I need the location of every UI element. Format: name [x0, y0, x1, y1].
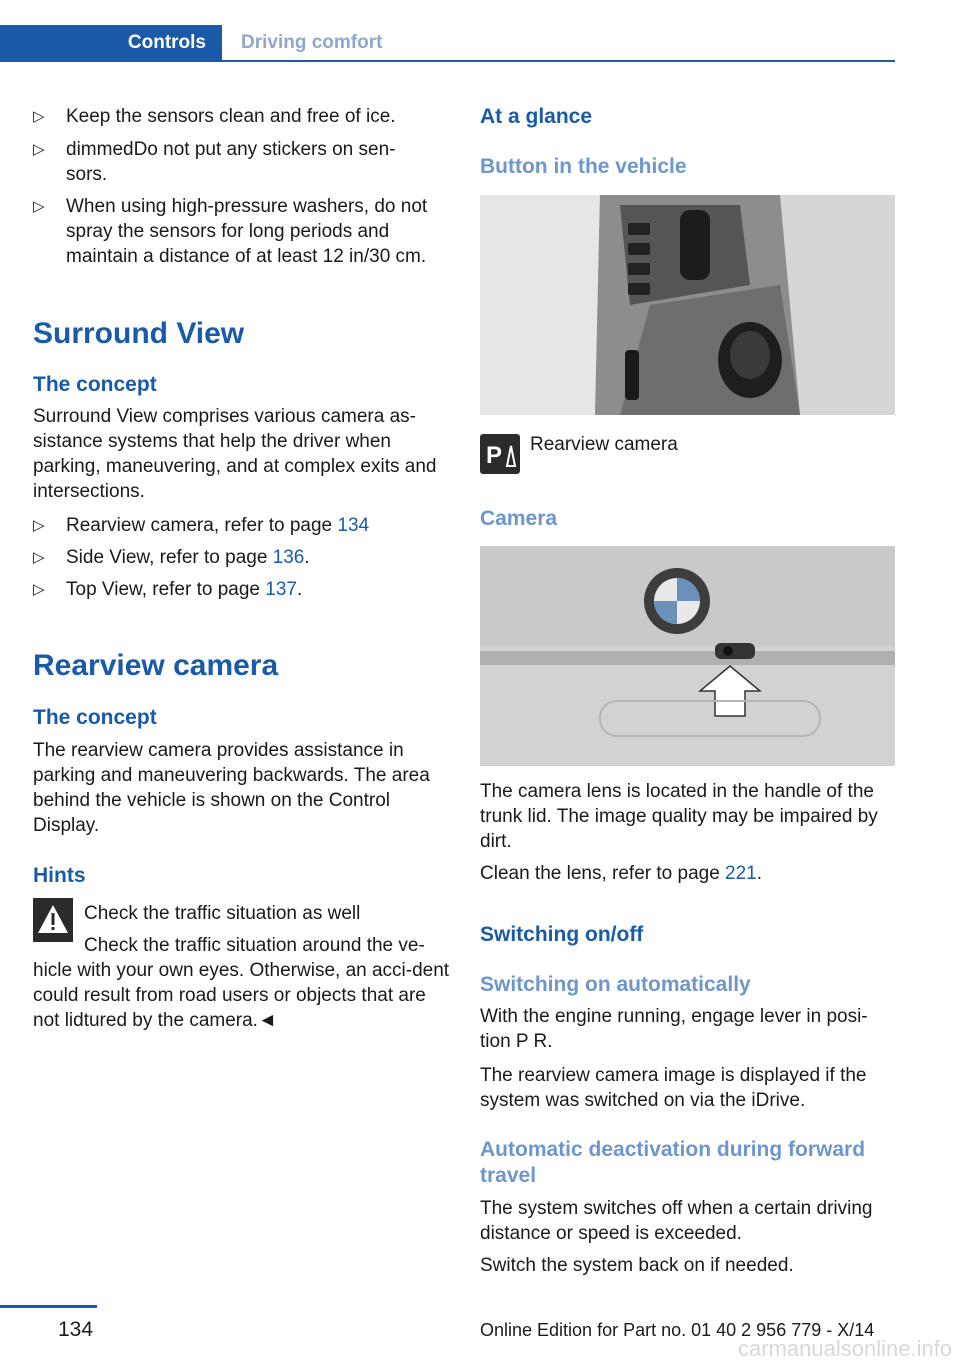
camera-text: The camera lens is located in the handle of the trunk lid. The image quality may be impaired by dirt.: [480, 781, 878, 852]
trunk-camera-photo: [480, 546, 895, 766]
hints-heading: Hints: [33, 864, 86, 887]
triangle-bullet-icon: ▷: [33, 517, 45, 534]
page-link[interactable]: 137: [265, 579, 297, 600]
warning-title: Check the traffic situation as well: [84, 903, 361, 924]
button-in-vehicle-heading: Button in the vehicle: [480, 155, 687, 178]
triangle-bullet-icon: ▷: [33, 581, 45, 598]
surround-concept-heading: The concept: [33, 373, 157, 396]
rearview-concept-heading: The concept: [33, 706, 157, 729]
edition-text: Online Edition for Part no. 01 40 2 956 779 - X/14: [480, 1320, 875, 1340]
page-link[interactable]: 134: [337, 515, 370, 536]
vehicle-interior-photo: [480, 195, 895, 415]
section-title-rearview-camera: Rearview camera: [33, 649, 279, 682]
triangle-bullet-icon: ▷: [33, 549, 45, 566]
rearview-concept-text: The rearview camera provides assistance in parking and maneuvering backwards. The area behind the vehicle is shown on the Control Display.: [33, 740, 430, 836]
surround-concept-text: Surround View comprises various camera as-sistance systems that help the driver when parking, maneuvering, and at complex exits and intersections.: [33, 406, 437, 502]
auto-off-text-2: Switch the system back on if needed.: [480, 1255, 794, 1276]
triangle-bullet-icon: ▷: [33, 198, 45, 215]
auto-on-text-2: The rearview camera image is displayed if the system was switched on via the iDrive.: [480, 1065, 867, 1111]
interior-illustration: [480, 195, 895, 415]
footer-rule: [0, 1305, 97, 1308]
auto-off-text: The system switches off when a certain driving distance or speed is exceeded.: [480, 1198, 873, 1244]
triangle-bullet-icon: ▷: [33, 141, 45, 158]
page-link[interactable]: 221: [725, 863, 757, 884]
triangle-bullet-icon: ▷: [33, 108, 45, 125]
warning-text-first-line: Check the traffic situation around the ve-: [84, 935, 425, 956]
page-number: 134: [58, 1318, 94, 1341]
auto-on-heading: Switching on automatically: [480, 973, 751, 996]
svg-text:P: P: [486, 442, 503, 469]
warning-text: hicle with your own eyes. Otherwise, an acci-dent could result from road users or objects that are not lidtured by the camera.◄: [33, 960, 450, 1031]
section-tab: Controls: [0, 25, 222, 61]
button-label: Rearview camera: [530, 434, 678, 455]
watermark: carmanualsonline.info: [738, 1336, 953, 1361]
switching-heading: Switching on/off: [480, 923, 644, 946]
page-link[interactable]: 136: [272, 547, 305, 568]
auto-on-text: With the engine running, engage lever in posi-tion P R.: [480, 1006, 868, 1052]
section-title-surround-view: Surround View: [33, 317, 245, 350]
rearview-camera-button-icon: [480, 434, 520, 474]
clean-lens-text: Clean the lens, refer to page 221.: [480, 863, 763, 884]
at-a-glance-heading: At a glance: [480, 105, 593, 128]
trunk-illustration: [480, 546, 895, 766]
page-header: [0, 25, 895, 61]
warning-icon: [33, 898, 73, 942]
auto-off-heading: Automatic deactivation during forward travel: [480, 1138, 866, 1187]
camera-heading: Camera: [480, 507, 558, 530]
subsection-tab: Driving comfort: [241, 32, 383, 53]
